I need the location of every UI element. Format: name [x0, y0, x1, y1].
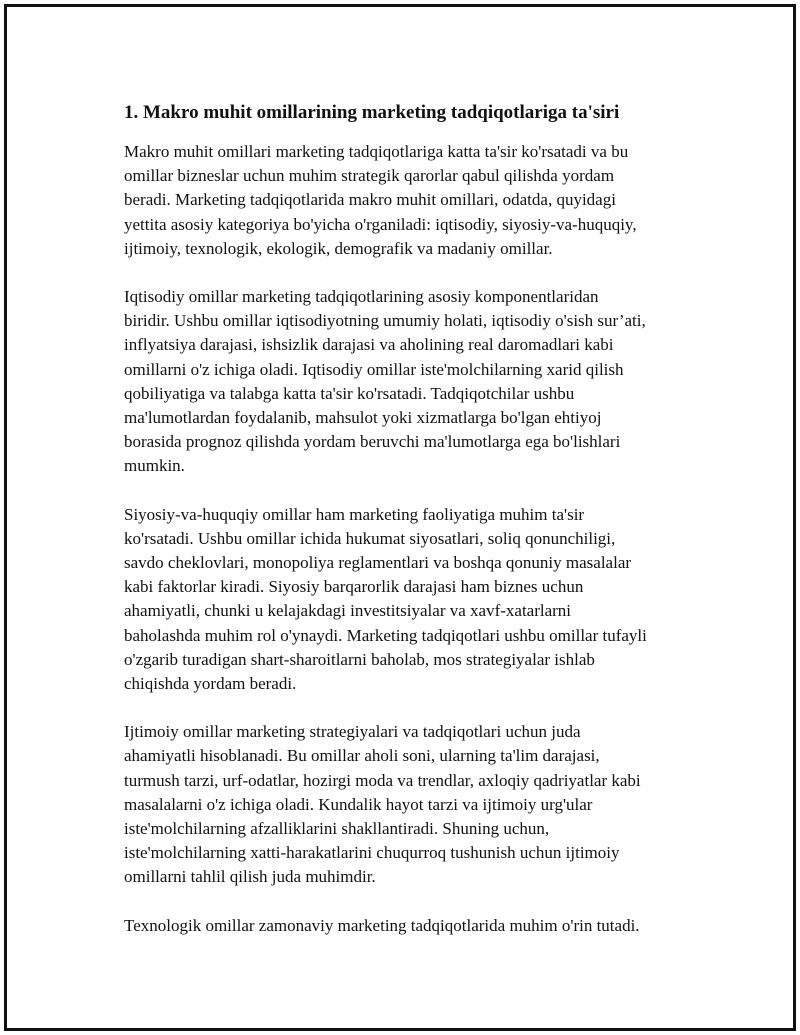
paragraph-economic [124, 285, 694, 479]
text-line: omillarni o'z ichiga oladi. Iqtisodiy omillar iste'molchilarning xarid qilish [124, 359, 624, 379]
document-body [124, 99, 694, 962]
text-line: borasida prognoz qilishda yordam beruvchi ma'lumotlarga ega bo'lishlari [124, 432, 621, 452]
text-line: turmush tarzi, urf-odatlar, hozirgi moda va trendlar, axloqiy qadriyatlar kabi [124, 770, 641, 790]
text-line: ahamiyatli hisoblanadi. Bu omillar aholi soni, ularning ta'lim darajasi, [124, 746, 600, 766]
text-line: omillarni tahlil qilish juda muhimdir. [124, 867, 376, 887]
text-line: ma'lumotlardan foydalanib, mahsulot yoki xizmatlarga bo'lgan ehtiyoj [124, 408, 602, 428]
text-line: beradi. Marketing tadqiqotlarida makro muhit omillari, odatda, quyidagi [124, 190, 616, 210]
text-line: ahamiyatli, chunki u kelajakdagi investitsiyalar va xavf-xatarlarni [124, 601, 572, 621]
text-line: Texnologik omillar zamonaviy marketing tadqiqotlarida muhim o'rin tutadi. [124, 915, 640, 935]
text-line: qobiliyatiga va talabga katta ta'sir ko'rsatadi. Tadqiqotchilar ushbu [124, 383, 575, 403]
text-line: ko'rsatadi. Ushbu omillar ichida hukumat siyosatlari, soliq qonunchiligi, [124, 528, 616, 548]
text-line: baholashda muhim rol o'ynaydi. Marketing tadqiqotlari ushbu omillar tufayli [124, 625, 647, 645]
text-line: omillar bizneslar uchun muhim strategik qarorlar qabul qilishda yordam [124, 166, 615, 186]
text-line: Siyosiy-va-huquqiy omillar ham marketing faoliyatiga muhim ta'sir [124, 504, 585, 524]
text-line: chiqishda yordam beradi. [124, 674, 297, 694]
text-line: yettita asosiy kategoriya bo'yicha o'rganiladi: iqtisodiy, siyosiy-va-huquqiy, [124, 214, 637, 234]
text-line: biridir. Ushbu omillar iqtisodiyotning umumiy holati, iqtisodiy o'sish sur’ati, [124, 311, 646, 331]
text-line: savdo cheklovlari, monopoliya reglamentlari va boshqa qonuniy masalalar [124, 553, 632, 573]
paragraph-political-legal [124, 503, 694, 697]
paragraph-social [124, 720, 694, 889]
text-line: iste'molchilarning afzalliklarini shakllantiradi. Shuning uchun, [124, 819, 550, 839]
text-line: Makro muhit omillari marketing tadqiqotlariga katta ta'sir ko'rsatadi va bu [124, 142, 629, 161]
text-line: ijtimoiy, texnologik, ekologik, demografik va madaniy omillar. [124, 238, 553, 258]
text-line: masalalarni o'z ichiga oladi. Kundalik hayot tarzi va ijtimoiy urg'ular [124, 794, 593, 814]
text-line: inflyatsiya darajasi, ishsizlik darajasi va aholining real daromadlari kabi [124, 335, 614, 355]
text-line: o'zgarib turadigan shart-sharoitlarni baholab, mos strategiyalar ishlab [124, 649, 595, 669]
page-frame [4, 4, 796, 1031]
text-line: kabi faktorlar kiradi. Siyosiy barqarorlik darajasi ham biznes uchun [124, 577, 584, 597]
text-line: Iqtisodiy omillar marketing tadqiqotlarining asosiy komponentlaridan [124, 287, 599, 307]
text-line: mumkin. [124, 456, 185, 476]
paragraph-intro [124, 140, 694, 261]
text-line: Ijtimoiy omillar marketing strategiyalari va tadqiqotlari uchun juda [124, 722, 581, 742]
paragraph-technological [124, 914, 694, 938]
section-heading: 1. Makro muhit omillarining marketing tadqiqotlariga ta'siri [124, 102, 620, 123]
text-line: iste'molchilarning xatti-harakatlarini chuqurroq tushunish uchun ijtimoiy [124, 843, 620, 863]
